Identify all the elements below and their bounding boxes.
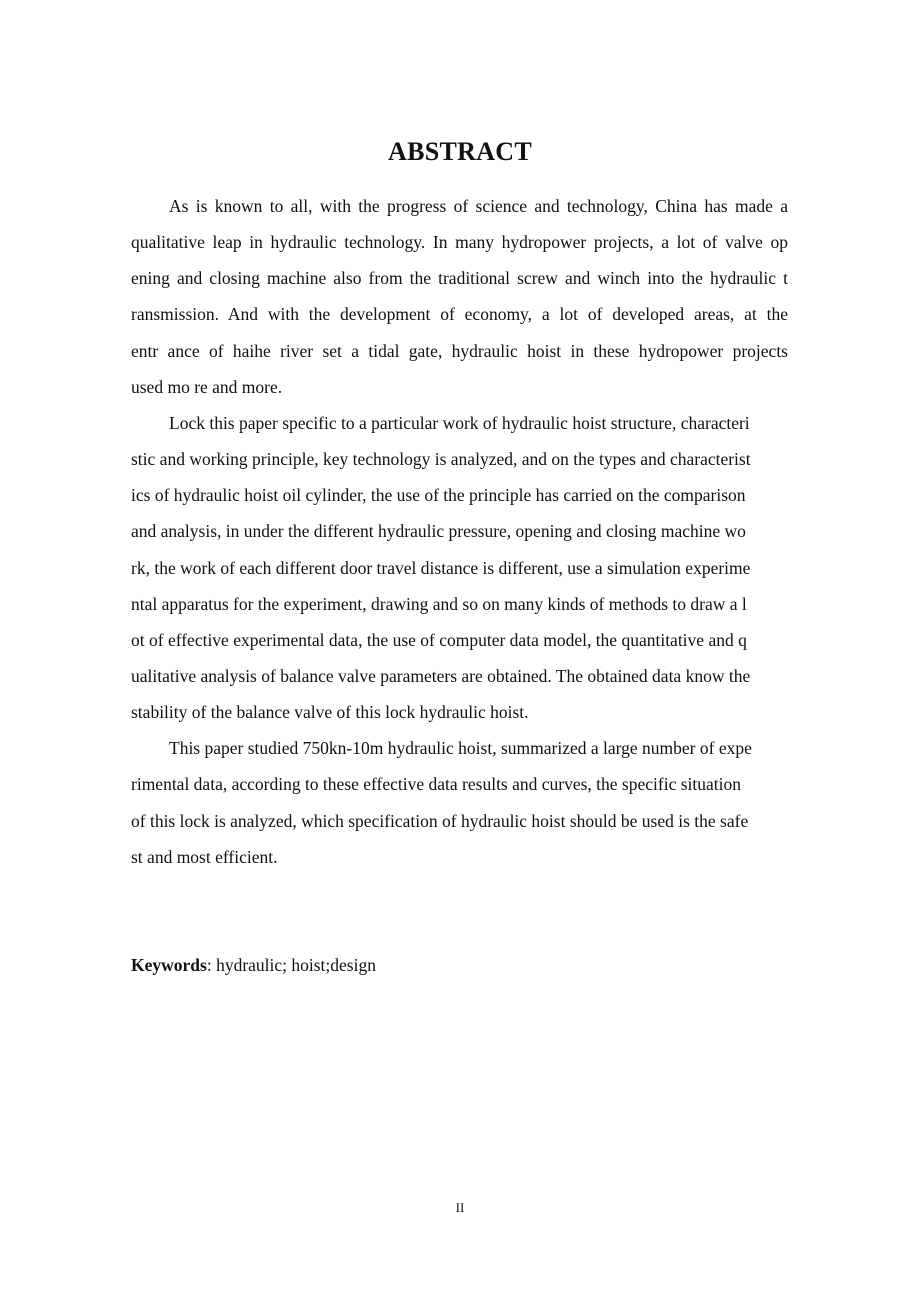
- paragraph-2-line-4: and analysis, in under the different hydraulic pressure, opening and closing machine wo: [131, 521, 746, 541]
- paragraph-3-line-1: This paper studied 750kn-10m hydraulic hoist, summarized a large number of expe: [169, 738, 752, 758]
- keywords-label: Keywords: [131, 955, 207, 975]
- paragraph-2-line-7: ot of effective experimental data, the use of computer data model, the quantitative and q: [131, 630, 747, 650]
- paragraph-2-line-8: ualitative analysis of balance valve parameters are obtained. The obtained data know the: [131, 666, 751, 686]
- paragraph-2-line-6: ntal apparatus for the experiment, drawing and so on many kinds of methods to draw a l: [131, 594, 747, 614]
- paragraph-1-line-5: entr ance of haihe river set a tidal gate, hydraulic hoist in these hydropower projects: [131, 341, 788, 361]
- paragraph-2-line-2: stic and working principle, key technology is analyzed, and on the types and characterist: [131, 449, 751, 469]
- paragraph-1-line-1: As is known to all, with the progress of science and technology, China has made a: [169, 196, 788, 216]
- keywords-value: : hydraulic; hoist;design: [206, 955, 376, 975]
- paragraph-1-line-3: ening and closing machine also from the traditional screw and winch into the hydraulic t: [131, 268, 788, 288]
- keywords-line: [131, 947, 376, 983]
- paragraph-1-line-4: ransmission. And with the development of economy, a lot of developed areas, at the: [131, 304, 788, 324]
- paragraph-2-line-3: ics of hydraulic hoist oil cylinder, the use of the principle has carried on the comparison: [131, 485, 746, 505]
- paragraph-3-line-2: rimental data, according to these effective data results and curves, the specific situation: [131, 774, 741, 794]
- paragraph-2-line-1: Lock this paper specific to a particular work of hydraulic hoist structure, characteri: [169, 413, 750, 433]
- paragraph-2-line-5: rk, the work of each different door travel distance is different, use a simulation experime: [131, 558, 751, 578]
- paragraph-1-line-2: qualitative leap in hydraulic technology. In many hydropower projects, a lot of valve op: [131, 232, 788, 252]
- paragraph-3-line-3: of this lock is analyzed, which specification of hydraulic hoist should be used is the safe: [131, 811, 749, 831]
- paragraph-2-line-9: stability of the balance valve of this lock hydraulic hoist.: [131, 702, 529, 722]
- page-number: II: [455, 1200, 465, 1215]
- paragraph-3-line-4: st and most efficient.: [131, 847, 278, 867]
- abstract-title: ABSTRACT: [388, 137, 532, 166]
- paragraph-1-line-6: used mo re and more.: [131, 377, 283, 397]
